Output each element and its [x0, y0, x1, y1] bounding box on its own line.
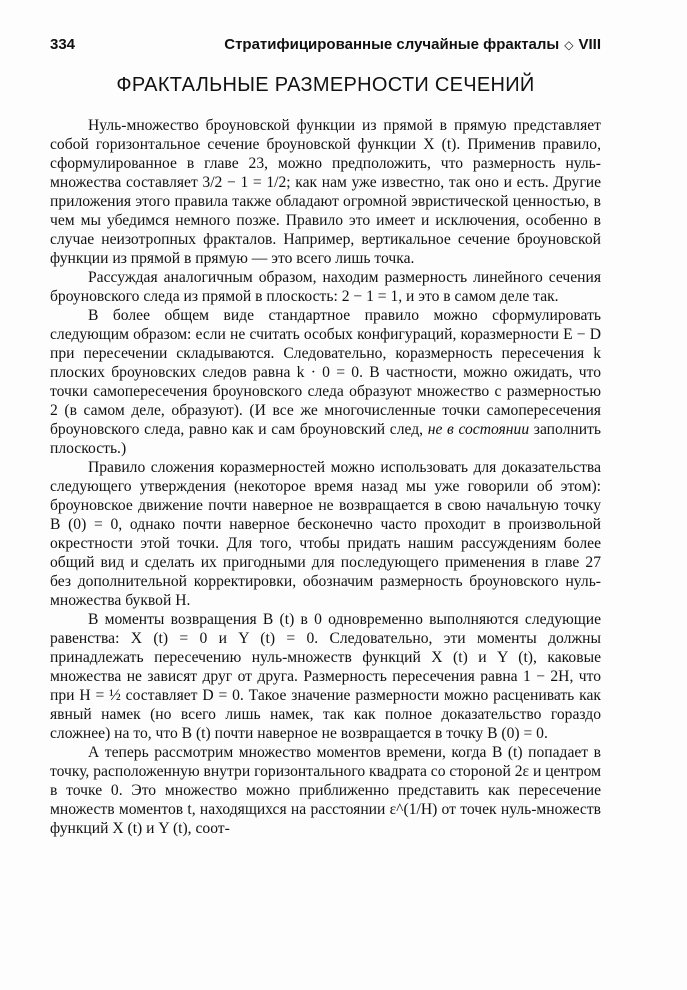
diamond-separator-icon: ◇ [564, 38, 574, 52]
chapter-number: VIII [578, 36, 601, 53]
section-title: ФРАКТАЛЬНЫЕ РАЗМЕРНОСТИ СЕЧЕНИЙ [116, 74, 535, 96]
running-title-group [224, 36, 601, 53]
running-header [50, 36, 601, 56]
page-number: 334 [50, 36, 76, 53]
paragraph: А теперь рассмотрим множество моментов времени, когда B (t) попадает в точку, расположенную внутри горизонтального квадрата со стороной 2ε и центром в точке 0. Это множество можно приближенно представить как пересечение множеств моментов t, находящихся на расстоянии ε^(1/H) от точек нуль-множеств функций X (t) и Y (t), соот- [50, 744, 601, 837]
paragraph: Нуль-множество броуновской функции из прямой в прямую представляет собой горизонтальное сечение броуновской функции X (t). Применив правило, сформулированное в главе 23, можно предположить, что размерность нуль-множества составляет 3/2 − 1 = 1/2; как нам уже известно, так оно и есть. Другие приложения этого правила также обладают огромной эвристической ценностью, в чем мы убедимся немного позже. Правило это имеет и исключения, особенно в случае неизотропных фракталов. Например, вертикальное сечение броуновской функции из прямой в прямую — это всего лишь точка. [50, 117, 601, 267]
paragraph: Правило сложения коразмерностей можно использовать для доказательства следующего утверждения (некоторое время назад мы уже говорили об этом): броуновское движение почти наверное не возвращается в свою начальную точку B (0) = 0, однако почти наверное бесконечно часто проходит в произвольной окрестности этой точки. Для того, чтобы придать нашим рассуждениям более общий вид и сделать их пригодными для последующего применения в главе 27 без дополнительной корректировки, обозначим размерность броуновского нуль-множества буквой H. [50, 459, 601, 609]
body-text [50, 116, 601, 838]
paragraph: В моменты возвращения B (t) в 0 одновременно выполняются следующие равенства: X (t) = 0 и Y (t) = 0. Следовательно, эти моменты должны принадлежать пересечению нуль-множеств функций X (t) и Y (t), каковые множества не зависят друг от друга. Размерность пересечения равна 1 − 2H, что при H = ½ составляет D = 0. Такое значение размерности можно расценивать как явный намек (но всего лишь намек, так как полное доказательство гораздо сложнее) на то, что B (t) почти наверное не возвращается в точку B (0) = 0. [50, 611, 601, 742]
italic-emphasis: не в состоянии [427, 421, 530, 438]
paragraph [50, 306, 601, 458]
paragraph: Рассуждая аналогичным образом, находим размерность линейного сечения броуновского следа из прямой в плоскость: 2 − 1 = 1, и это в самом деле так. [50, 269, 601, 305]
paragraph-text: В более общем виде стандартное правило можно сформулировать следующим образом: если не считать особых конфигураций, коразмерности E − D при пересечении складываются. Следовательно, коразмерность пересечения k плоских броуновских следов равна k · 0 = 0. В частности, можно ожидать, что точки самопересечения броуновского следа образуют множество с размерностью 2 (в самом деле, образуют). (И все же многочисленные точки самопересечения броуновского следа, равно как и сам броуновский след, [50, 307, 601, 438]
paragraph-text-end: заполнить плоскость.) [50, 421, 601, 457]
running-title: Стратифицированные случайные фракталы [224, 36, 560, 53]
